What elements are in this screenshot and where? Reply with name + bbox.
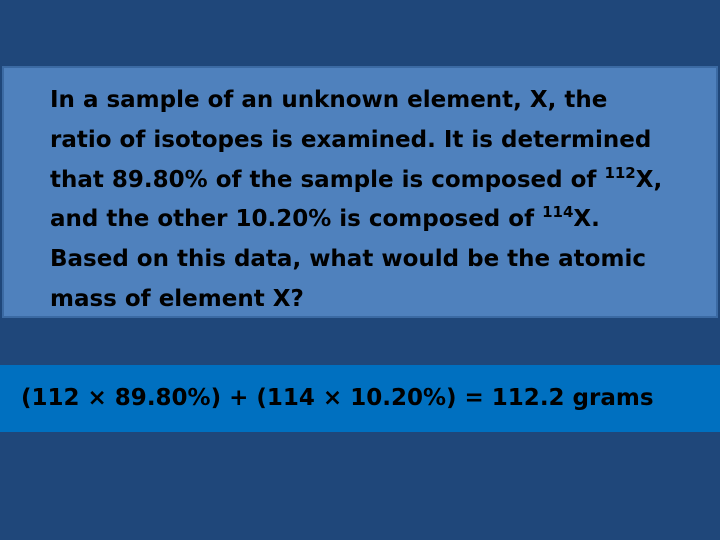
isotope-112-symbol: X, — [635, 166, 663, 193]
question-line-4 — [50, 200, 690, 240]
question-line-2: ratio of isotopes is examined. It is determined — [50, 126, 652, 153]
question-line-5: Based on this data, what would be the atomic — [50, 246, 646, 273]
question-line-1: In a sample of an unknown element, X, the — [50, 87, 608, 113]
isotope-114-superscript: 114 — [542, 203, 574, 222]
question-line-3 — [50, 161, 690, 201]
question-text — [50, 81, 690, 320]
question-line-3-text: that 89.80% of the sample is composed of — [50, 166, 605, 193]
answer-bar — [0, 365, 720, 432]
answer-equation: (112 × 89.80%) + (114 × 10.20%) = 112.2 grams — [21, 385, 654, 411]
isotope-112-superscript: 112 — [604, 163, 636, 182]
question-box — [2, 66, 718, 318]
question-line-6: mass of element X? — [50, 285, 304, 312]
isotope-114-symbol: X. — [573, 206, 600, 233]
question-line-4-text: and the other 10.20% is composed of — [50, 206, 543, 233]
